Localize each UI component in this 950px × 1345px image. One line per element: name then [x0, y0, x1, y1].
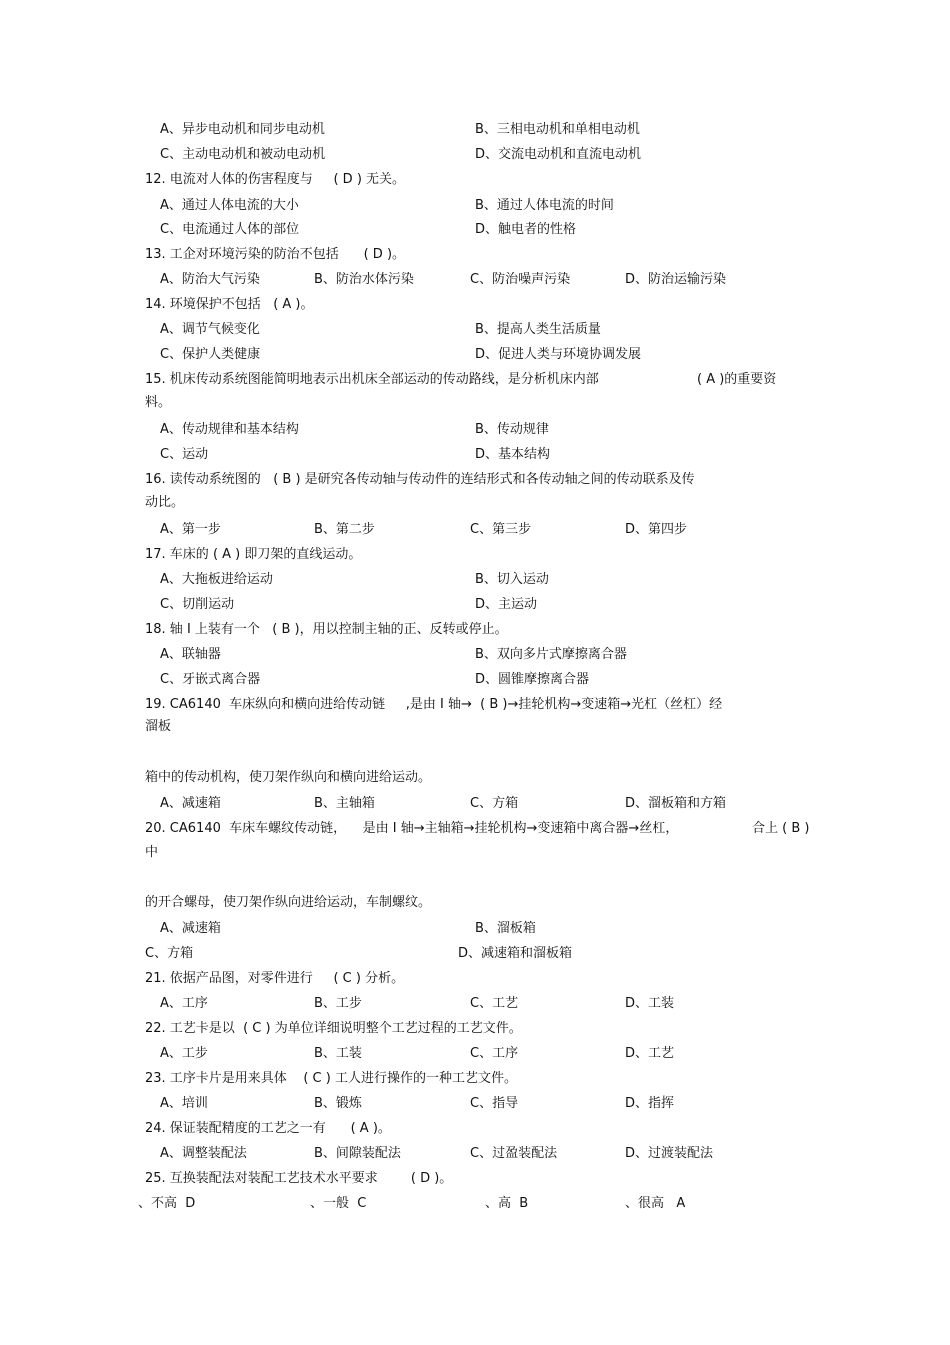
text-line-l29: A、第一步 — [160, 522, 221, 537]
text-line-l79: 、不高 D — [138, 1196, 196, 1211]
text-line-l39: A、联轴器 — [160, 647, 221, 662]
text-line-l27: 16. 读传动系统图的 ( B ) 是研究各传动轴与传动件的连结形式和各传动轴之间的传动联系及传 — [145, 472, 695, 487]
text-line-l28: 动比。 — [145, 495, 185, 510]
text-line-l05: 12. 电流对人体的伤害程度与 ( D ) 无关。 — [145, 172, 406, 187]
text-line-l78: 25. 互换装配法对装配工艺技术水平要求 ( D )。 — [145, 1171, 453, 1186]
text-line-l09: D、触电者的性格 — [475, 222, 577, 237]
text-line-l66: C、工序 — [470, 1046, 519, 1061]
text-line-l15: 14. 环境保护不包括 ( A )。 — [145, 297, 314, 312]
text-line-l40: B、双向多片式摩擦离合器 — [475, 647, 627, 662]
text-line-l33: 17. 车床的 ( A ) 即刀架的直线运动。 — [145, 547, 362, 562]
text-line-l13: C、防治噪声污染 — [470, 272, 571, 287]
text-line-l59: A、工序 — [160, 996, 208, 1011]
text-line-l52: 中 — [145, 845, 159, 860]
text-line-l60: B、工步 — [314, 996, 362, 1011]
text-line-l74: A、调整装配法 — [160, 1146, 247, 1161]
text-line-l47: B、主轴箱 — [314, 796, 375, 811]
text-line-l55: B、溜板箱 — [475, 921, 536, 936]
text-line-l51: 合上 ( B ) — [752, 821, 810, 836]
text-line-l31: C、第三步 — [470, 522, 532, 537]
text-line-l34: A、大拖板进给运动 — [160, 572, 273, 587]
text-line-l37: D、主运动 — [475, 597, 538, 612]
text-line-l03: C、主动电动机和被动电动机 — [160, 147, 326, 162]
text-line-l50: 20. CA6140 车床车螺纹传动链， 是由 I 轴→主轴箱→挂轮机构→变速箱中离合器→丝杠， — [145, 821, 679, 836]
text-line-l67: D、工艺 — [625, 1046, 675, 1061]
text-line-l18: C、保护人类健康 — [160, 347, 261, 362]
text-line-l20: 15. 机床传动系统图能简明地表示出机床全部运动的传动路线，是分析机床内部 — [145, 372, 599, 387]
text-line-l82: 、很高 A — [625, 1196, 686, 1211]
text-line-l04: D、交流电动机和直流电动机 — [475, 147, 642, 162]
text-line-l45: 箱中的传动机构，使刀架作纵向和横向进给运动。 — [145, 770, 432, 785]
text-line-l02: B、三相电动机和单相电动机 — [475, 122, 640, 137]
text-line-l24: B、传动规律 — [475, 422, 549, 437]
text-line-l12: B、防治水体污染 — [314, 272, 414, 287]
text-line-l62: D、工装 — [625, 996, 675, 1011]
text-line-l75: B、间隙装配法 — [314, 1146, 401, 1161]
text-line-l10: 13. 工企对环境污染的防治不包括 ( D )。 — [145, 247, 406, 262]
text-line-l56: C、方箱 — [145, 946, 194, 961]
text-line-l19: D、促进人类与环境协调发展 — [475, 347, 642, 362]
text-line-l71: C、指导 — [470, 1096, 519, 1111]
text-line-l69: A、培训 — [160, 1096, 208, 1111]
text-line-l01: A、异步电动机和同步电动机 — [160, 122, 325, 137]
text-line-l08: C、电流通过人体的部位 — [160, 222, 300, 237]
text-line-l68: 23. 工序卡片是用来具体 ( C ) 工人进行操作的一种工艺文件。 — [145, 1071, 517, 1086]
text-line-l80: 、一般 C — [310, 1196, 367, 1211]
text-line-l48: C、方箱 — [470, 796, 519, 811]
text-line-l65: B、工装 — [314, 1046, 362, 1061]
text-line-l63: 22. 工艺卡是以 ( C ) 为单位详细说明整个工艺过程的工艺文件。 — [145, 1021, 522, 1036]
text-line-l25: C、运动 — [160, 447, 209, 462]
text-line-l23: A、传动规律和基本结构 — [160, 422, 299, 437]
text-line-l43: 19. CA6140 车床纵向和横向进给传动链 ,是由 I 轴→ ( B )→挂轮机构→变速箱→光杠（丝杠）经 — [145, 697, 723, 712]
text-line-l76: C、过盈装配法 — [470, 1146, 558, 1161]
text-line-l46: A、减速箱 — [160, 796, 221, 811]
text-line-l58: 21. 依据产品图，对零件进行 ( C ) 分析。 — [145, 971, 405, 986]
text-line-l06: A、通过人体电流的大小 — [160, 198, 299, 213]
text-line-l57: D、减速箱和溜板箱 — [458, 946, 573, 961]
text-line-l72: D、指挥 — [625, 1096, 675, 1111]
text-line-l77: D、过渡装配法 — [625, 1146, 714, 1161]
text-line-l81: 、高 B — [485, 1196, 529, 1211]
text-line-l70: B、锻炼 — [314, 1096, 362, 1111]
text-line-l54: A、减速箱 — [160, 921, 221, 936]
text-line-l17: B、提高人类生活质量 — [475, 322, 601, 337]
text-line-l64: A、工步 — [160, 1046, 208, 1061]
text-line-l16: A、调节气候变化 — [160, 322, 260, 337]
text-line-l32: D、第四步 — [625, 522, 688, 537]
text-line-l22: 料。 — [145, 395, 172, 410]
text-line-l36: C、切削运动 — [160, 597, 235, 612]
text-line-l38: 18. 轴 I 上装有一个 ( B )，用以控制主轴的正、反转或停止。 — [145, 622, 508, 637]
text-line-l14: D、防治运输污染 — [625, 272, 727, 287]
text-line-l21: ( A )的重要资 — [697, 372, 777, 387]
text-line-l73: 24. 保证装配精度的工艺之一有 ( A )。 — [145, 1121, 391, 1136]
text-line-l44: 溜板 — [145, 719, 172, 734]
text-line-l30: B、第二步 — [314, 522, 375, 537]
text-line-l49: D、溜板箱和方箱 — [625, 796, 727, 811]
text-line-l11: A、防治大气污染 — [160, 272, 260, 287]
text-line-l53: 的开合螺母，使刀架作纵向进给运动，车制螺纹。 — [145, 895, 432, 910]
text-line-l42: D、圆锥摩擦离合器 — [475, 672, 590, 687]
text-line-l26: D、基本结构 — [475, 447, 551, 462]
text-line-l07: B、通过人体电流的时间 — [475, 198, 614, 213]
text-line-l41: C、牙嵌式离合器 — [160, 672, 261, 687]
text-line-l61: C、工艺 — [470, 996, 519, 1011]
text-line-l35: B、切入运动 — [475, 572, 549, 587]
